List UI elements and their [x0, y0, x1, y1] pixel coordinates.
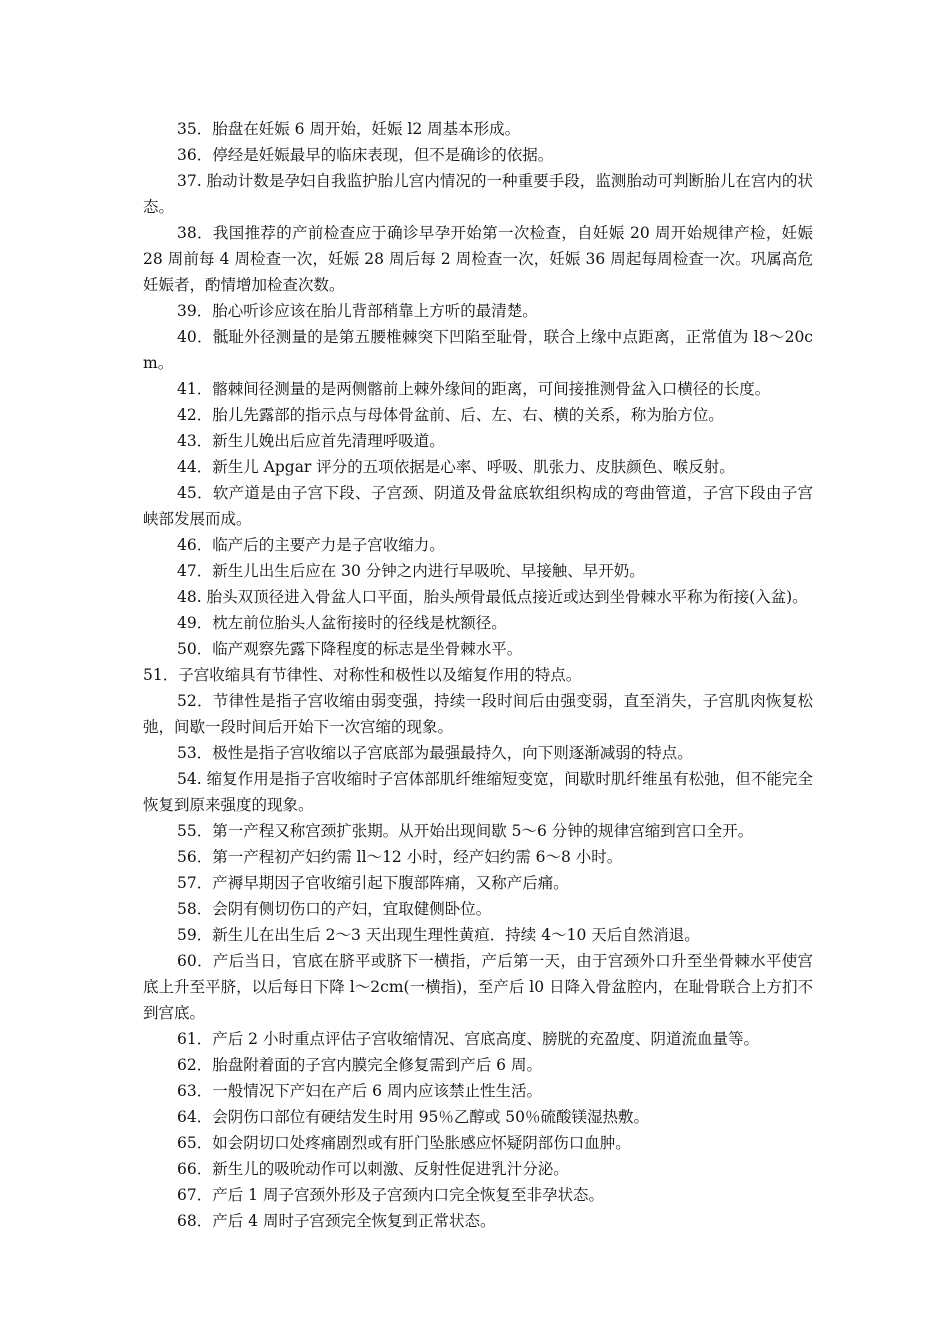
list-item: 60．产后当日，官底在脐平或脐下一横指，产后第一天，由于宫颈外口升至坐骨棘水平使宫底上升至平脐，以后每日下降 l～2cm(一横指)，至产后 l0 日降入骨盆腔内，在耻骨联合上方扪不到宫底。: [143, 952, 813, 1022]
list-item: 44．新生儿 Apgar 评分的五项依据是心率、呼吸、肌张力、皮肤颜色、喉反射。: [177, 458, 735, 476]
list-item: 47．新生儿出生后应在 30 分钟之内进行早吸吮、早接触、早开奶。: [177, 562, 645, 580]
list-item: 40．骶耻外径测量的是第五腰椎棘突下凹陷至耻骨，联合上缘中点距离，正常值为 l8～20cm。: [143, 328, 813, 372]
list-item: 66．新生儿的吸吮动作可以刺激、反射性促进乳汁分泌。: [177, 1160, 569, 1178]
list-item: 56．第一产程初产妇约需 ll～12 小时，经产妇约需 6～8 小时。: [177, 848, 623, 866]
list-item: 45．软产道是由子宫下段、子宫颈、阴道及骨盆底软组织构成的弯曲管道，子宫下段由子宫峡部发展而成。: [143, 484, 813, 528]
list-item: 68．产后 4 周时子宫颈完全恢复到正常状态。: [177, 1212, 496, 1230]
list-item: 35．胎盘在妊娠 6 周开始，妊娠 l2 周基本形成。: [177, 120, 521, 138]
list-item: 61．产后 2 小时重点评估子宫收缩情况、宫底高度、膀胱的充盈度、阴道流血量等。: [177, 1030, 759, 1048]
list-item: 49．枕左前位胎头人盆衔接时的径线是枕额径。: [177, 614, 507, 632]
list-item: 59．新生儿在出生后 2～3 天出现生理性黄疸．持续 4～10 天后自然消退。: [177, 926, 700, 944]
list-item: 39．胎心听诊应该在胎儿背部稍靠上方听的最清楚。: [177, 302, 538, 320]
list-item: 43．新生儿娩出后应首先清理呼吸道。: [177, 432, 445, 450]
list-item: 41．髂棘间径测量的是两侧髂前上棘外缘间的距离，可间接推测骨盆入口横径的长度。: [177, 380, 771, 398]
list-item: 48. 胎头双顶径进入骨盆人口平面，胎头颅骨最低点接近或达到坐骨棘水平称为衔接(入盆)。: [177, 588, 808, 606]
list-item: 50．临产观察先露下降程度的标志是坐骨棘水平。: [177, 640, 523, 658]
list-item: 42．胎儿先露部的指示点与母体骨盆前、后、左、右、横的关系，称为胎方位。: [177, 406, 724, 424]
list-item: 46．临产后的主要产力是子宫收缩力。: [177, 536, 445, 554]
list-item: 38．我国推荐的产前检查应于确诊早孕开始第一次检查，自妊娠 20 周开始规律产检，妊娠 28 周前每 4 周检查一次，妊娠 28 周后每 2 周检查一次，妊娠 36 周起每周检查一次。巩属高危妊娠者，酌情增加检查次数。: [143, 224, 813, 294]
list-item: 51．子宫收缩具有节律性、对称性和极性以及缩复作用的特点。: [143, 666, 582, 684]
list-item: 37. 胎动计数是孕妇自我监护胎儿宫内情况的一种重要手段，监测胎动可判断胎儿在宫内的状态。: [143, 172, 813, 216]
list-item: 52．节律性是指子宫收缩由弱变强，持续一段时间后由强变弱，直至消失，子宫肌肉恢复松弛，间歇一段时间后开始下一次宫缩的现象。: [143, 692, 813, 736]
list-item: 64．会阴伤口部位有硬结发生时用 95％乙醇或 50％硫酸镁湿热敷。: [177, 1108, 650, 1126]
list-item: 36．停经是妊娠最早的临床表现，但不是确诊的依据。: [177, 146, 554, 164]
list-item: 62．胎盘附着面的子宫内膜完全修复需到产后 6 周。: [177, 1056, 542, 1074]
list-item: 57．产褥早期因子官收缩引起下腹部阵痛，又称产后痛。: [177, 874, 569, 892]
list-item: 63．一般情况下产妇在产后 6 周内应该禁止性生活。: [177, 1082, 542, 1100]
list-item: 67．产后 1 周子宫颈外形及子宫颈内口完全恢复至非孕状态。: [177, 1186, 604, 1204]
list-item: 55．第一产程又称宫颈扩张期。从开始出现间歇 5～6 分钟的规律宫缩到宫口全开。: [177, 822, 754, 840]
list-item: 54. 缩复作用是指子宫收缩时子宫体部肌纤维缩短变宽，间歇时肌纤维虽有松弛，但不能完全恢复到原来强度的现象。: [143, 770, 813, 814]
list-item: 53．极性是指子宫收缩以子宫底部为最强最持久，向下则逐渐减弱的特点。: [177, 744, 693, 762]
list-item: 65．如会阴切口处疼痛剧烈或有肝门坠胀感应怀疑阴部伤口血肿。: [177, 1134, 631, 1152]
list-item: 58．会阴有侧切伤口的产妇，宜取健侧卧位。: [177, 900, 492, 918]
document-body: [143, 116, 813, 1234]
